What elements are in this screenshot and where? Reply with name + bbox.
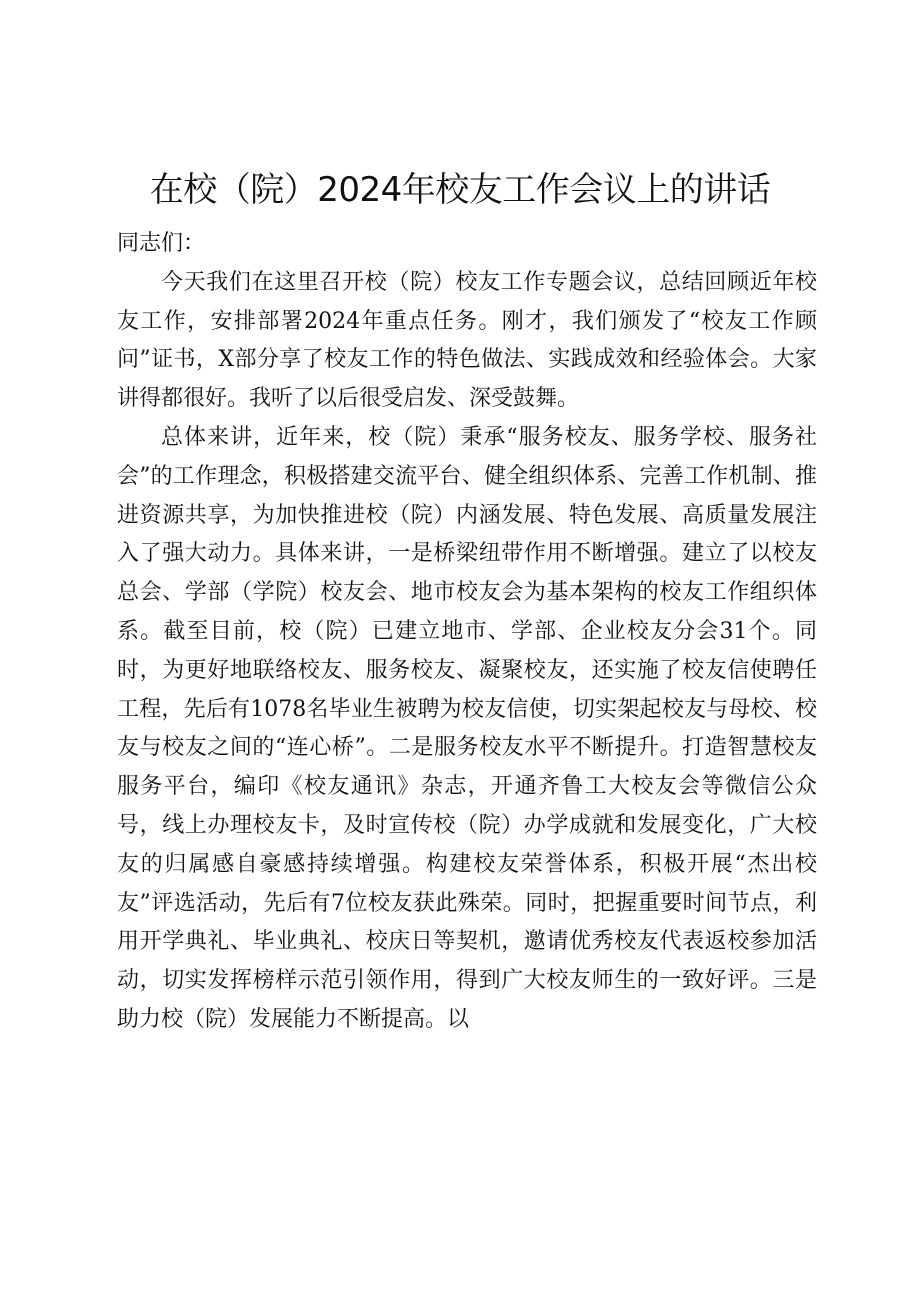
- paragraph-opening: 今天我们在这里召开校（院）校友工作专题会议，总结回顾近年校友工作，安排部署2024年重点任务。刚才，我们颁发了“校友工作顾问”证书，X部分享了校友工作的特色做法、实践成效和经验体会。大家讲得都很好。我听了以后很受启发、深受鼓舞。: [117, 269, 817, 412]
- document-title: 在校（院）2024年校友工作会议上的讲话: [149, 170, 771, 210]
- salutation: 同志们：: [117, 231, 206, 256]
- document-body: [117, 225, 817, 1040]
- paragraph-summary: 总体来讲，近年来，校（院）秉承“服务校友、服务学校、服务社会”的工作理念，积极搭建交流平台、健全组织体系、完善工作机制、推进资源共享，为加快推进校（院）内涵发展、特色发展、高质量发展注入了强大动力。具体来讲，一是桥梁纽带作用不断增强。建立了以校友总会、学部（学院）校友会、地市校友会为基本架构的校友工作组织体系。截至目前，校（院）已建立地市、学部、企业校友分会31个。同时，为更好地联络校友、服务校友、凝聚校友，还实施了校友信使聘任工程，先后有1078名毕业生被聘为校友信使，切实架起校友与母校、校友与校友之间的“连心桥”。二是服务校友水平不断提升。打造智慧校友服务平台，编印《校友通讯》杂志，开通齐鲁工大校友会等微信公众号，线上办理校友卡，及时宣传校（院）办学成就和发展变化，广大校友的归属感自豪感持续增强。构建校友荣誉体系，积极开展“杰出校友”评选活动，先后有7位校友获此殊荣。同时，把握重要时间节点，利用开学典礼、毕业典礼、校庆日等契机，邀请优秀校友代表返校参加活动，切实发挥榜样示范引领作用，得到广大校友师生的一致好评。三是助力校（院）发展能力不断提高。以: [117, 424, 817, 1032]
